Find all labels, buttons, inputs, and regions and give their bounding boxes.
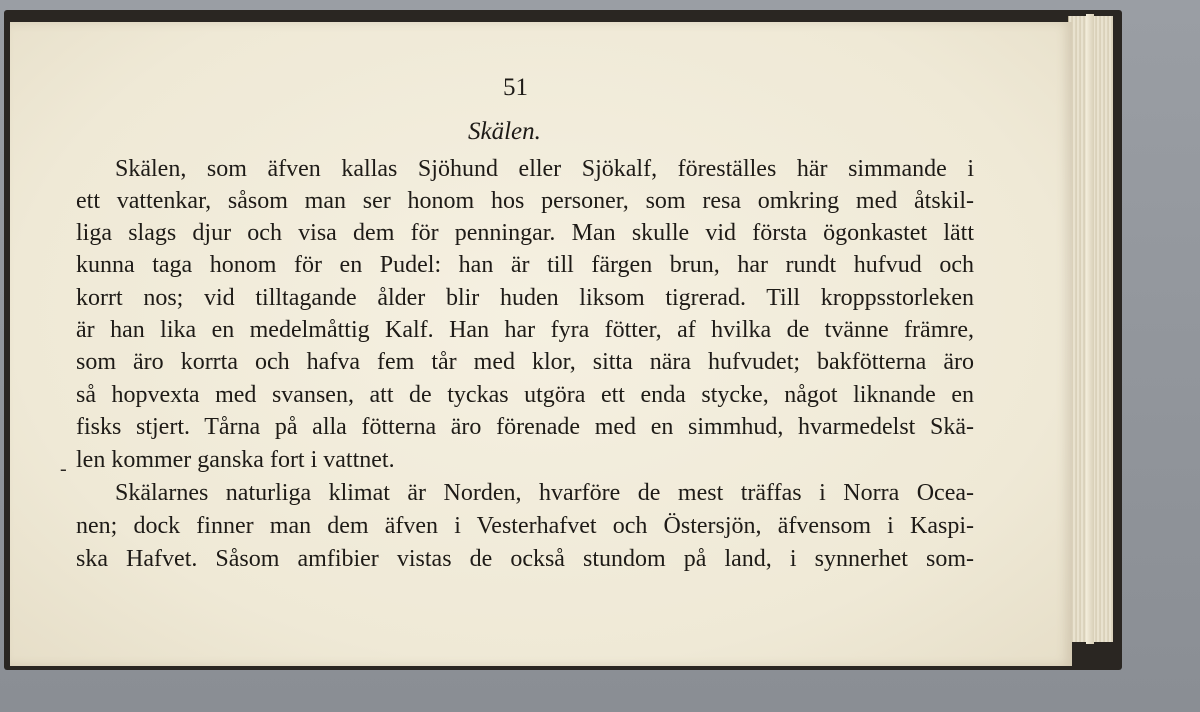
text-line: Skälen, som äfven kallas Sjöhund eller Sjökalf, föreställes här simmande i — [115, 156, 974, 182]
section-heading: Skälen. — [468, 118, 541, 145]
text-line: kunna taga honom för en Pudel: han är till färgen brun, har rundt hufvud och — [76, 252, 974, 278]
text-line: korrt nos; vid tilltagande ålder blir huden liksom tigrerad. Till kroppsstorleken — [76, 285, 974, 311]
page-number: 51 — [503, 74, 528, 101]
text-line: som äro korrta och hafva fem tår med klor, sitta nära hufvudet; bakfötterna äro — [76, 349, 974, 375]
page-fold — [1086, 14, 1094, 644]
text-line: så hopvexta med svansen, att de tyckas utgöra ett enda stycke, något liknande en — [76, 382, 974, 408]
text-line: ska Hafvet. Såsom amfibier vistas de också stundom på land, i synnerhet som- — [76, 546, 974, 572]
text-line: fisks stjert. Tårna på alla fötterna äro förenade med en simmhud, hvarmedelst Skä- — [76, 414, 974, 440]
text-line: ett vattenkar, såsom man ser honom hos personer, som resa omkring med åtskil- — [76, 188, 974, 214]
text-line: liga slags djur och visa dem för penningar. Man skulle vid första ögonkastet lätt — [76, 220, 974, 246]
text-line: nen; dock finner man dem äfven i Vesterhafvet och Östersjön, äfvensom i Kaspi- — [76, 513, 974, 539]
margin-mark: - — [60, 458, 67, 480]
text-line: len kommer ganska fort i vattnet. — [76, 447, 395, 473]
text-line: Skälarnes naturliga klimat är Norden, hvarföre de mest träffas i Norra Ocea- — [115, 480, 974, 506]
text-line: är han lika en medelmåttig Kalf. Han har fyra fötter, af hvilka de tvänne främre, — [76, 317, 974, 343]
